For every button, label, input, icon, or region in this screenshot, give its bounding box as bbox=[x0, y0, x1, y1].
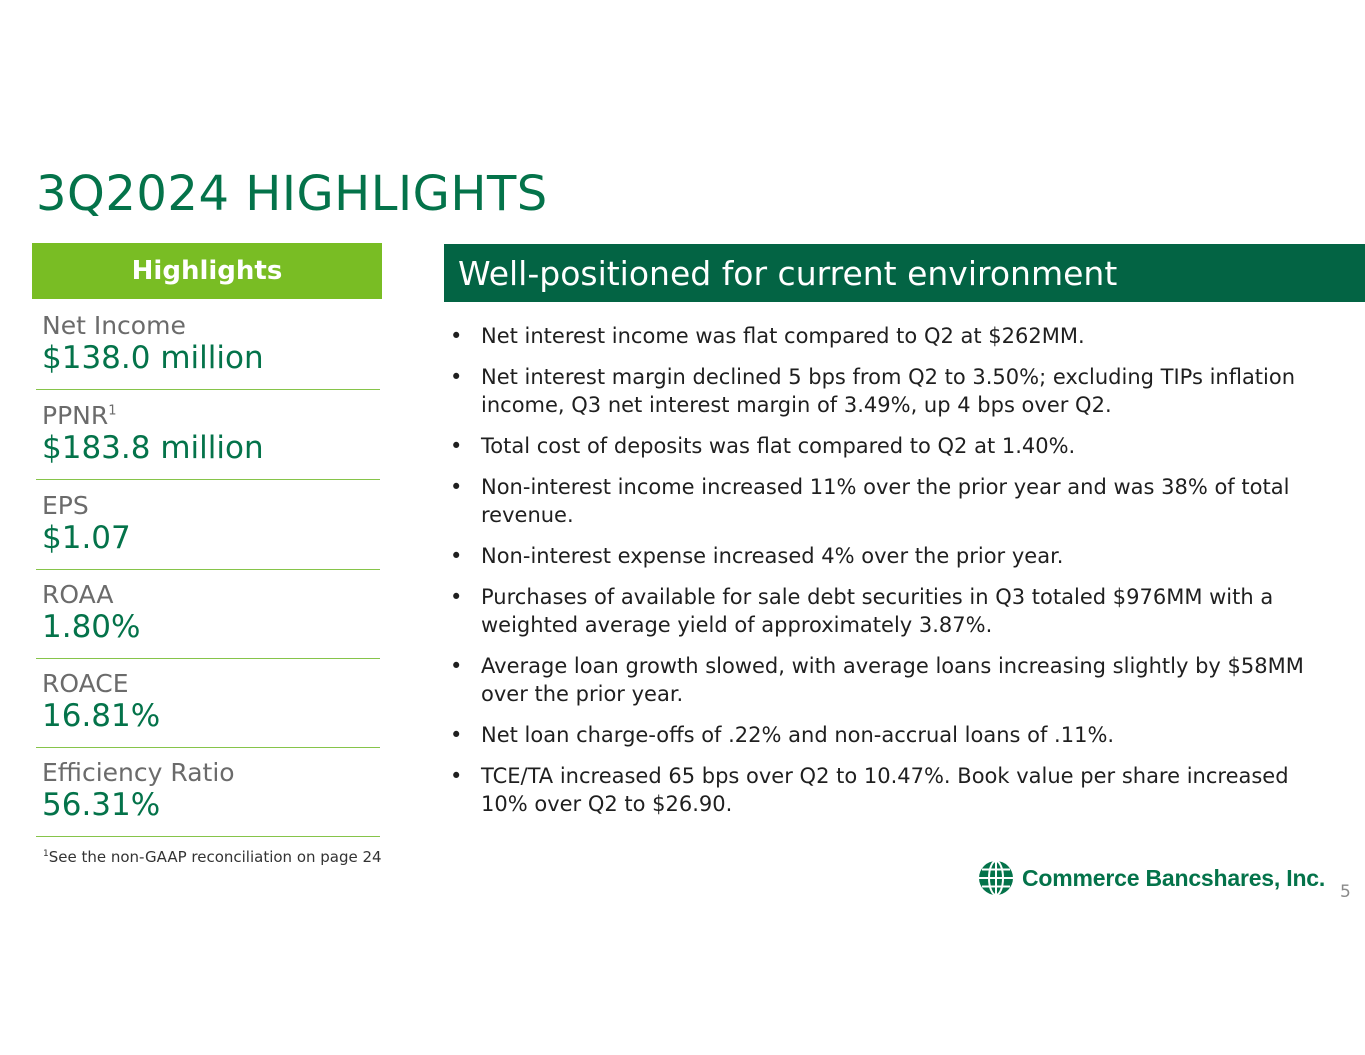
page-number: 5 bbox=[1340, 882, 1351, 902]
metric-efficiency-ratio bbox=[36, 748, 380, 837]
metric-label: Efficiency Ratio bbox=[42, 758, 235, 787]
company-name: Commerce Bancshares, Inc. bbox=[1022, 864, 1326, 891]
metric-roace bbox=[36, 659, 380, 748]
metric-value: 56.31% bbox=[42, 787, 161, 823]
footnote-marker: 1 bbox=[43, 849, 49, 859]
bullet-item: • Non-interest expense increased 4% over the prior year. bbox=[450, 544, 1064, 568]
footnote: $^1$See the non-GAAP reconciliation on page 24 bbox=[43, 848, 382, 866]
metric-value: $183.8 million bbox=[42, 430, 264, 466]
bullet-item: • Average loan growth slowed, with average loans increasing slightly by $58MM over the prior year. bbox=[450, 654, 1304, 706]
environment-header: Well-positioned for current environment bbox=[444, 244, 1365, 302]
metric-ppnr bbox=[36, 390, 380, 480]
highlights-header: Highlights bbox=[32, 243, 382, 299]
page-title: 3Q2024 HIGHLIGHTS bbox=[36, 166, 548, 222]
footnote-marker: 1 bbox=[108, 403, 117, 419]
bullet-item: • TCE/TA increased 65 bps over Q2 to 10.47%. Book value per share increased 10% over Q2 to $26.90. bbox=[450, 764, 1289, 816]
highlights-metrics bbox=[36, 300, 380, 837]
highlights-bullet-list bbox=[446, 322, 1326, 831]
company-logo bbox=[978, 860, 1325, 896]
metric-value: 1.80% bbox=[42, 609, 141, 645]
bullet-item: • Total cost of deposits was flat compared to Q2 at 1.40%. bbox=[450, 434, 1076, 458]
metric-net-income bbox=[36, 300, 380, 390]
metric-value: $138.0 million bbox=[42, 340, 264, 376]
globe-icon bbox=[978, 860, 1014, 896]
bullet-item: • Non-interest income increased 11% over the prior year and was 38% of total revenue. bbox=[450, 475, 1290, 527]
metric-roaa bbox=[36, 570, 380, 659]
metric-label: Net Income bbox=[42, 311, 186, 340]
bullet-item: • Net interest margin declined 5 bps from Q2 to 3.50%; excluding TIPs inflation income, Q3 net interest margin of 3.49%, up 4 bps over Q2. bbox=[450, 365, 1296, 417]
metric-value: 16.81% bbox=[42, 698, 161, 734]
metric-eps bbox=[36, 480, 380, 570]
bullet-item: • Purchases of available for sale debt securities in Q3 totaled $976MM with a weighted average yield of approximately 3.87%. bbox=[450, 585, 1274, 637]
bullet-item: • Net interest income was flat compared to Q2 at $262MM. bbox=[450, 324, 1085, 348]
metric-label: PPNR$^1$ bbox=[42, 401, 117, 430]
metric-label: EPS bbox=[42, 491, 89, 520]
metric-label: ROACE bbox=[42, 669, 129, 698]
metric-label: ROAA bbox=[42, 580, 114, 609]
bullet-item: • Net loan charge-offs of .22% and non-accrual loans of .11%. bbox=[450, 723, 1115, 747]
metric-value: $1.07 bbox=[42, 520, 131, 556]
